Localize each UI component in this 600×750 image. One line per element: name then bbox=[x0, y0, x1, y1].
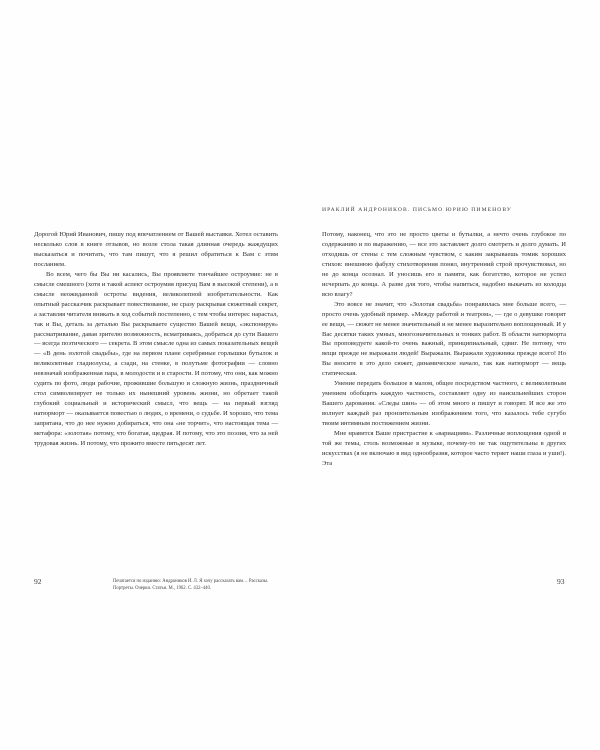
source-footnote: Печатается по изданию: Андроников И. Л. Я хочу рассказать вам… Рассказы. Портреты. Очерки. Статьи. М., 1962. С. 432–440. bbox=[113, 579, 269, 591]
left-page-text bbox=[34, 230, 278, 449]
paragraph: Потому, наконец, что это не просто цветы и бутылки, а нечто очень глубокое по содержанию и по выражению, — все это заставляет долго смотреть и долго думать. И отходишь от стены с тем сложным чувством, с каким закрываешь томик хороших стихов: внешнюю фабулу стихотворения понял, внутренний строй прочувствовал, но не до конца осознал. И уносишь его в памяти, как богатство, которое не успел исчерпать до конца. А разве для того, чтобы напиться, надобно выкачать из колодца всю влагу? bbox=[322, 231, 566, 298]
paragraph: Во всем, чего бы Вы ни касались, Вы проявляете тончайшее остроумие: не в смысле смешного (хотя и такой аспект остроумия присущ Вам в высокой степени), а в смысле неожиданной остроты видения, великолепной изобретательности. Как опытный рассказчик раскрывает повествование, не сразу раскрывая сюжетный секрет, а заставляя читателя вникать в ход событий постепенно, с тем чтобы интерес нарастал, так и Вы, деталь за деталью Вы раскрываете существо Вашей вещи, «экспонируя» рассматривание, давая зрителю возможность, всматриваясь, добраться до сути Вашего — всегда поэтического — секрета. В этом смысле одна из самых показательных вещей — «В день золотой свадьбы», где на первом плане серебряные горлышки бутылок и великолепные гладиолусы, а сзади, на стенке, в полутьме фотографии — словно невзначай изображенная пара, в молодости и в старости. И потому, что они, как можно судить по фото, люди рабочие, прожившие большую и сложную жизнь, праздничный стол символизирует не только их нынешний уровень жизни, но обретает такой глубокий социальный и исторический смысл, что вещь — на первый взгляд натюрморт — оказывается повестью о людях, о времени, о судьбе. И хорошо, что тема запрятана, что до нее нужно добираться, что она «не торчит», что настоящая тема — метафора: «золотая» потому, что богатая, щедрая. И потому, что это поэзия, что за ней трудовая жизнь. И потому, что прожито вместе пятьдесят лет. bbox=[34, 270, 278, 448]
paragraph: Это вовсе не значит, что «Золотая свадьба» понравилась мне больше всего, — просто очень удобный пример. «Между работой и театром», — где о девушке говорят ее вещи, — сюжет не менее значительный и не менее выразительно воплощенный. И у Вас десятки таких умных, многозначительных и тонких работ. В области натюрморта Вы проповедуете какой-то очень важный, принципиальный, сдвиг. Не потому, что вещи прежде не выражали людей! Выражали. Выражали художника прежде всего! Но Вы вносите в это дело сюжет, динамическое начало, так как натюрморт — вещь статическая. bbox=[322, 300, 566, 378]
paragraph: Дорогой Юрий Иванович, пишу под впечатлением от Вашей выставки. Хотел оставить несколько слов в книге отзывов, но возле стола такая длинная очередь жаждущих высказаться и почитать, что там пишут, что я решил обратиться к Вам с этим посланием. bbox=[34, 231, 278, 268]
right-page-text bbox=[322, 230, 566, 469]
page-number: 92 bbox=[34, 577, 42, 586]
page-number: 93 bbox=[557, 577, 565, 586]
paragraph: Умение передать большое в малом, общее посредством частного, с великолепным умением обобщить каждую частность, составляет одну из наисильнейших сторон Вашего дарования. «Следы шин» — об этом много и пишут и говорят. И все же это волнует каждый раз пронзительным изображением того, что казалось тебе сугубо твоим интимным постижением жизни. bbox=[322, 380, 566, 428]
running-head: ИРАКЛИЙ АНДРОНИКОВ. ПИСЬМО ЮРИЮ ПИМЕНОВУ bbox=[322, 207, 512, 213]
paragraph: Мне нравится Ваше пристрастие к «вариациям». Различные воплощения одной и той же темы, столь возможные в музыке, почему-то не так ощутительны в других искусствах (я не включаю в вид однообразия, которое часто теряет наши глаза и уши!). Эта bbox=[322, 430, 566, 467]
